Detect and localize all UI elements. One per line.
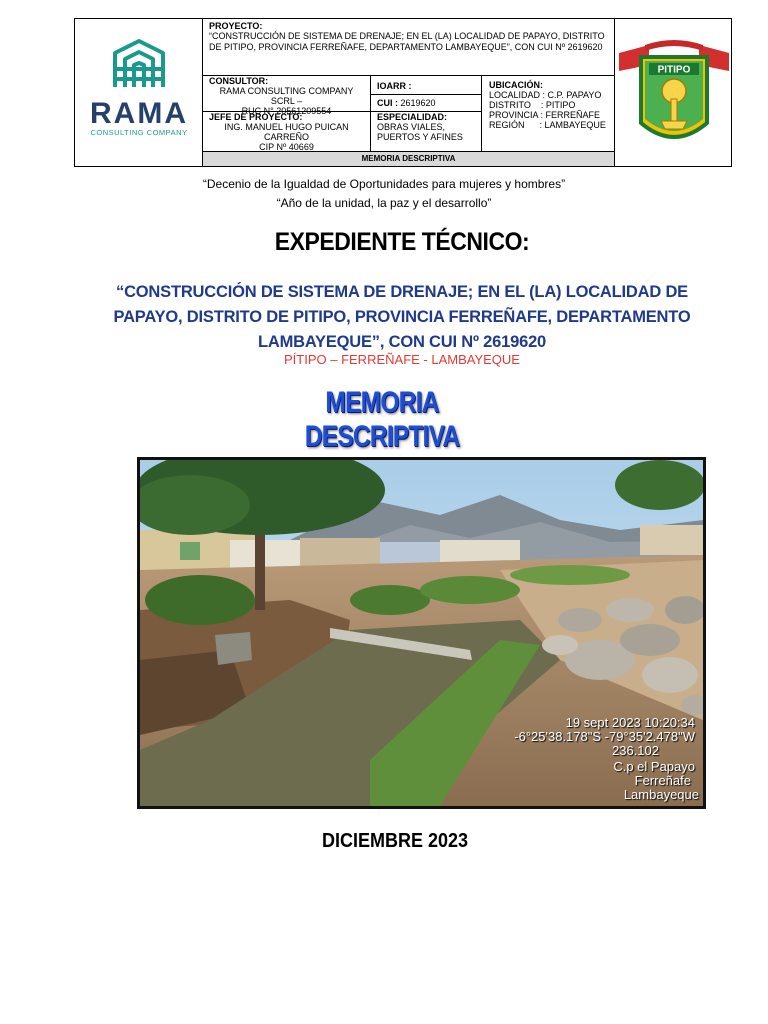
header-info bbox=[203, 19, 614, 166]
project-label: PROYECTO: bbox=[209, 21, 263, 31]
cui-row bbox=[371, 95, 482, 112]
document-title: EXPEDIENTE TÉCNICO: bbox=[274, 228, 530, 256]
pitipo-seal-icon bbox=[615, 19, 733, 166]
site-photo bbox=[137, 457, 706, 809]
consultant-line1: RAMA CONSULTING COMPANY SCRL – bbox=[219, 86, 354, 106]
rama-logo-icon bbox=[75, 19, 203, 166]
location-cell bbox=[482, 76, 614, 152]
location-province: PROVINCIA : FERREÑAFE bbox=[489, 110, 601, 120]
project-title: “CONSTRUCCIÓN DE SISTEMA DE DRENAJE; EN EL (LA) LOCALIDAD DE PAPAYO, DISTRITO DE PITIPO, PROVINCIA FERREÑAFE, DEPARTAMENTO LAMBAYEQUE”, CON CUI Nº 2619620 bbox=[113, 283, 691, 351]
photo-region: Lambayeque bbox=[623, 787, 699, 802]
project-text: “CONSTRUCCIÓN DE SISTEMA DE DRENAJE; EN EL (LA) LOCALIDAD DE PAPAYO, DISTRITO DE PITIPO, PROVINCIA FERREÑAFE, DEPARTAMENTO LAMBAYEQUE”, CON CUI Nº 2619620 bbox=[209, 31, 605, 52]
photo-coordinates: -6°25'38.178"S -79°35'2.478"W bbox=[514, 729, 695, 744]
manager-line1: ING. MANUEL HUGO PUICAN CARREÑO bbox=[224, 122, 349, 142]
specialty-label: ESPECIALIDAD: bbox=[377, 112, 448, 122]
consultant-label: CONSULTOR: bbox=[209, 76, 269, 86]
memoria-title: MEMORIA DESCRIPTIVA bbox=[304, 386, 460, 453]
document-date: DICIEMBRE 2023 bbox=[321, 830, 469, 852]
specialty-line2: PUERTOS Y AFINES bbox=[377, 132, 463, 142]
manager-block bbox=[203, 112, 370, 152]
location-line: PÍTIPO – FERREÑAFE - LAMBAYEQUE bbox=[284, 352, 520, 367]
year-quote: “Año de la unidad, la paz y el desarrollo” bbox=[276, 196, 492, 210]
manager-label: JEFE DE PROYECTO: bbox=[209, 112, 303, 122]
location-region: REGIÓN : LAMBAYEQUE bbox=[489, 120, 606, 130]
header-table bbox=[74, 18, 732, 167]
location-label: UBICACIÓN: bbox=[489, 80, 543, 90]
logo-wordmark: RAMA bbox=[90, 97, 188, 130]
ioarr-label: IOARR : bbox=[371, 76, 482, 95]
photo-datetime: 19 sept 2023 10:20:34 bbox=[565, 715, 695, 730]
pitipo-seal bbox=[614, 19, 732, 166]
location-district: DISTRITO : PITIPO bbox=[489, 100, 576, 110]
seal-text: PITIPO bbox=[657, 64, 691, 76]
consultant-block bbox=[203, 76, 370, 116]
decade-quote: “Decenio de la Igualdad de Oportunidades para mujeres y hombres” bbox=[202, 177, 566, 191]
location-locality: LOCALIDAD : C.P. PAPAYO bbox=[489, 90, 602, 100]
photo-place: C.p el Papayo bbox=[613, 759, 695, 774]
project-cell bbox=[203, 19, 614, 76]
photo-altitude: 236.102 bbox=[612, 743, 659, 758]
photo-province: Ferreñafe bbox=[634, 773, 691, 788]
cui-value: 2619620 bbox=[400, 98, 436, 108]
logo-subtitle: CONSULTING COMPANY bbox=[90, 128, 188, 137]
consultant-cell bbox=[203, 76, 371, 152]
memoria-bar: MEMORIA DESCRIPTIVA bbox=[203, 152, 614, 166]
consultant-line2: RUC N° 20561209554 bbox=[241, 106, 332, 116]
specialty-block bbox=[371, 112, 482, 152]
cui-label: CUI : bbox=[377, 98, 398, 108]
ioarr-cell bbox=[371, 76, 482, 152]
specialty-line1: OBRAS VIALES, bbox=[377, 122, 446, 132]
manager-line2: CIP Nº 40669 bbox=[259, 142, 314, 152]
rama-logo bbox=[75, 19, 203, 166]
